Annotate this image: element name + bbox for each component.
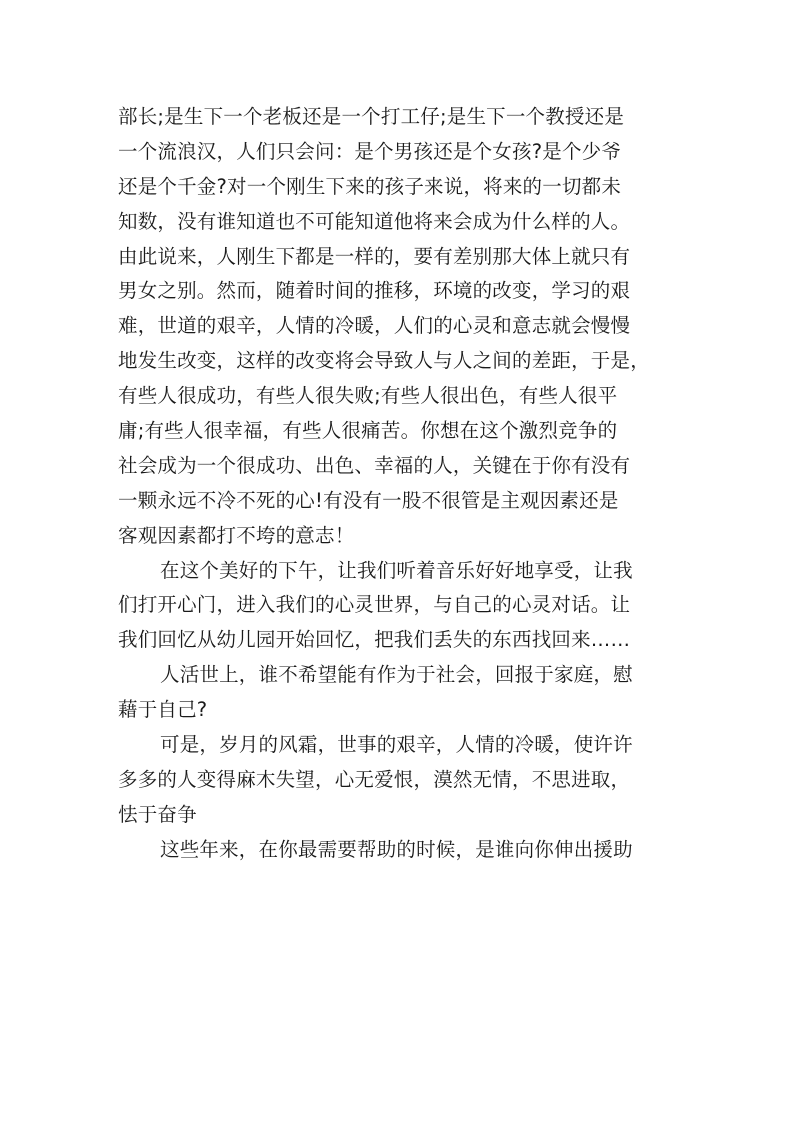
paragraph-start-line: 可是，岁月的风霜，世事的艰辛，人情的冷暖，使许许 xyxy=(160,733,633,757)
text-line: 还是个千金?对一个刚生下来的孩子来说，将来的一切都未 xyxy=(118,174,622,198)
text-line: 部长;是生下一个老板还是一个打工仔;是生下一个教授还是 xyxy=(118,105,625,128)
text-line: 怯于奋争 xyxy=(118,802,197,826)
text-line: 有些人很成功，有些人很失败;有些人很出色，有些人很平 xyxy=(118,384,618,408)
text-line: 们打开心门，进入我们的心灵世界，与自己的心灵对话。让 xyxy=(118,593,631,617)
text-line: 难，世道的艰辛，人情的冷暖，人们的心灵和意志就会慢慢 xyxy=(118,314,631,338)
text-line: 庸;有些人很幸福，有些人很痛苦。你想在这个激烈竞争的 xyxy=(118,419,618,443)
text-line: 我们回忆从幼儿园开始回忆，把我们丢失的东西找回来…… xyxy=(118,628,631,652)
paragraph-start-line: 这些年来，在你最需要帮助的时候，是谁向你伸出援助 xyxy=(160,837,633,861)
text-line: 社会成为一个很成功、出色、幸福的人，关键在于你有没有 xyxy=(118,453,631,477)
text-line: 客观因素都打不垮的意志！ xyxy=(118,523,355,547)
text-line: 男女之别。然而，随着时间的推移，环境的改变，学习的艰 xyxy=(118,279,631,303)
paragraph-start-line: 人活世上，谁不希望能有作为于社会，回报于家庭，慰 xyxy=(160,663,633,687)
text-line: 一个流浪汉，人们只会问：是个男孩还是个女孩?是个少爷 xyxy=(118,139,622,163)
text-line: 知数，没有谁知道也不可能知道他将来会成为什么样的人。 xyxy=(118,209,631,233)
text-line: 藉于自己? xyxy=(118,698,208,722)
text-line: 地发生改变，这样的改变将会导致人与人之间的差距，于是， xyxy=(118,349,650,373)
text-line: 多多的人变得麻木失望，心无爱恨，漠然无情，不思进取， xyxy=(118,767,631,791)
text-line: 一颗永远不冷不死的心!有没有一股不很管是主观因素还是 xyxy=(118,488,619,512)
paragraph-start-line: 在这个美好的下午，让我们听着音乐好好地享受，让我 xyxy=(160,558,633,582)
text-line: 由此说来，人刚生下都是一样的，要有差别那大体上就只有 xyxy=(118,244,631,268)
body-text xyxy=(118,100,678,868)
